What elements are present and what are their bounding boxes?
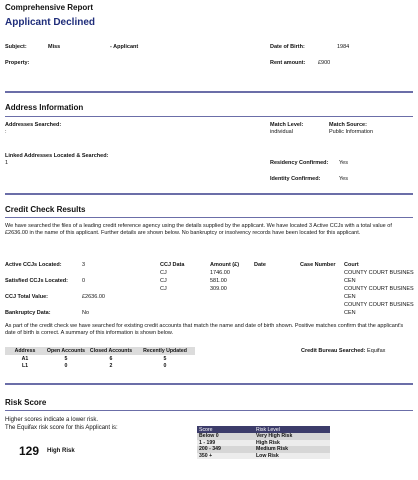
table-header-row xyxy=(5,347,195,355)
divider xyxy=(5,217,413,218)
ccj-type: CJ xyxy=(160,286,167,292)
table-row xyxy=(5,355,195,362)
ccj-amount: 581.00 xyxy=(210,278,227,284)
table-cell: 0 xyxy=(64,362,68,369)
accounts-col-header: Open Accounts xyxy=(46,348,86,354)
table-cell: 2 xyxy=(109,362,113,369)
table-cell: 200 - 349 xyxy=(197,446,254,453)
bankruptcy-label: Bankruptcy Data: xyxy=(5,310,51,316)
ccj-court: COUNTY COURT BUSINES xyxy=(344,286,414,292)
table-cell: 0 xyxy=(163,362,167,369)
ccj-col-header: Court xyxy=(344,262,359,268)
divider xyxy=(5,410,413,411)
address-heading: Address Information xyxy=(5,103,84,112)
rent-label: Rent amount: xyxy=(270,60,306,66)
risk-line-1: Higher scores indicate a lower risk. xyxy=(5,417,99,423)
risk-col-header: Risk Level xyxy=(254,426,330,433)
credit-intro: We have searched the files of a leading credit reference agency using the details supplied by the applicant. We have located 3 Active CCJs with a total value of £2636.00 in the name of this applicant. Further details are shown below. No bankruptcy or insolvency records have been located for this applicant. xyxy=(5,223,392,236)
table-header-row xyxy=(197,426,330,433)
table-cell: High Risk xyxy=(254,440,330,447)
divider xyxy=(5,383,413,385)
accounts-col-header: Closed Accounts xyxy=(87,347,135,355)
table-row xyxy=(5,362,195,369)
subject-label: Subject: xyxy=(5,44,27,50)
divider xyxy=(5,193,413,195)
ccj-col-header: Date xyxy=(254,262,266,268)
ccj-type: CJ xyxy=(160,270,167,276)
bureau-label: Credit Bureau Searched: xyxy=(301,348,366,354)
match-source-label: Match Source: xyxy=(329,122,367,128)
property-label: Property: xyxy=(5,60,30,66)
rent-value: £900 xyxy=(318,60,331,66)
applicant-status: Applicant Declined xyxy=(5,17,96,28)
residency-label: Residency Confirmed: xyxy=(270,160,329,166)
identity-value: Yes xyxy=(339,176,348,182)
risk-heading: Risk Score xyxy=(5,398,47,407)
table-cell: Low Risk xyxy=(254,453,330,460)
divider xyxy=(5,91,413,93)
ccj-court: COUNTY COURT BUSINES xyxy=(344,302,414,308)
table-row xyxy=(197,453,330,460)
linked-addresses-value: 1 xyxy=(5,160,9,166)
table-cell: 6 xyxy=(109,355,113,362)
ccj-total-value: £2636.00 xyxy=(82,294,105,300)
addresses-searched-label: Addresses Searched: xyxy=(5,122,62,128)
satisfied-ccjs-label: Satisfied CCJs Located: xyxy=(5,278,68,284)
risk-score-level: High Risk xyxy=(47,448,75,454)
table-cell: 1 - 199 xyxy=(197,440,254,447)
credit-heading: Credit Check Results xyxy=(5,205,86,214)
linked-addresses-label: Linked Addresses Located & Searched: xyxy=(5,153,109,159)
table-cell: 350 + xyxy=(197,453,254,460)
table-cell: 5 xyxy=(64,355,68,362)
active-ccjs-value: 3 xyxy=(82,262,86,268)
ccj-col-header: Amount (£) xyxy=(210,262,240,268)
bureau xyxy=(301,348,385,355)
table-cell: L1 xyxy=(21,362,29,369)
table-cell: Medium Risk xyxy=(254,446,330,453)
match-level-label: Match Level: xyxy=(270,122,304,128)
ccj-col-header: CCJ Data xyxy=(160,262,185,268)
accounts-note: As part of the credit check we have searched for existing credit accounts that match the name and date of birth shown. Positive matches confirm that the applicant's date of birth is correct. A summary of this information is shown below. xyxy=(5,323,404,336)
ccj-court: COUNTY COURT BUSINES xyxy=(344,270,414,276)
risk-col-header: Score xyxy=(197,426,254,433)
addresses-searched-value: : xyxy=(5,129,7,135)
dob-value: 1984 xyxy=(337,44,350,50)
ccj-amount: 309.00 xyxy=(210,286,227,292)
ccj-type: CJ xyxy=(160,278,167,284)
subject-name: - Applicant xyxy=(110,44,139,50)
risk-score: 129 xyxy=(19,444,40,458)
ccj-col-header: Case Number xyxy=(300,262,336,268)
bankruptcy-value: No xyxy=(82,310,90,316)
risk-line-2: The Equifax risk score for this Applicant is: xyxy=(5,425,118,431)
accounts-table xyxy=(5,347,195,369)
table-cell: Very High Risk xyxy=(254,433,330,440)
identity-label: Identity Confirmed: xyxy=(270,176,321,182)
match-source-value: Public Information xyxy=(329,129,374,135)
active-ccjs-label: Active CCJs Located: xyxy=(5,262,62,268)
ccj-court: CEN xyxy=(344,294,356,300)
satisfied-ccjs-value: 0 xyxy=(82,278,86,284)
risk-table xyxy=(197,426,330,459)
accounts-col-header: Address xyxy=(5,347,45,355)
report-title: Comprehensive Report xyxy=(5,3,94,12)
table-cell: A1 xyxy=(21,355,29,362)
bureau-value: Equifax xyxy=(367,348,386,354)
table-cell: 5 xyxy=(163,355,167,362)
table-cell: Below 0 xyxy=(197,433,254,440)
dob-label: Date of Birth: xyxy=(270,44,305,50)
match-level-value: individual xyxy=(270,129,293,135)
ccj-total-label: CCJ Total Value: xyxy=(5,294,48,300)
ccj-amount: 1746.00 xyxy=(210,270,230,276)
ccj-court: CEN xyxy=(344,278,356,284)
accounts-col-header: Recently Updated xyxy=(135,347,195,355)
subject-title: Miss xyxy=(48,44,61,50)
residency-value: Yes xyxy=(339,160,348,166)
ccj-court: CEN xyxy=(344,310,356,316)
divider xyxy=(5,116,413,117)
